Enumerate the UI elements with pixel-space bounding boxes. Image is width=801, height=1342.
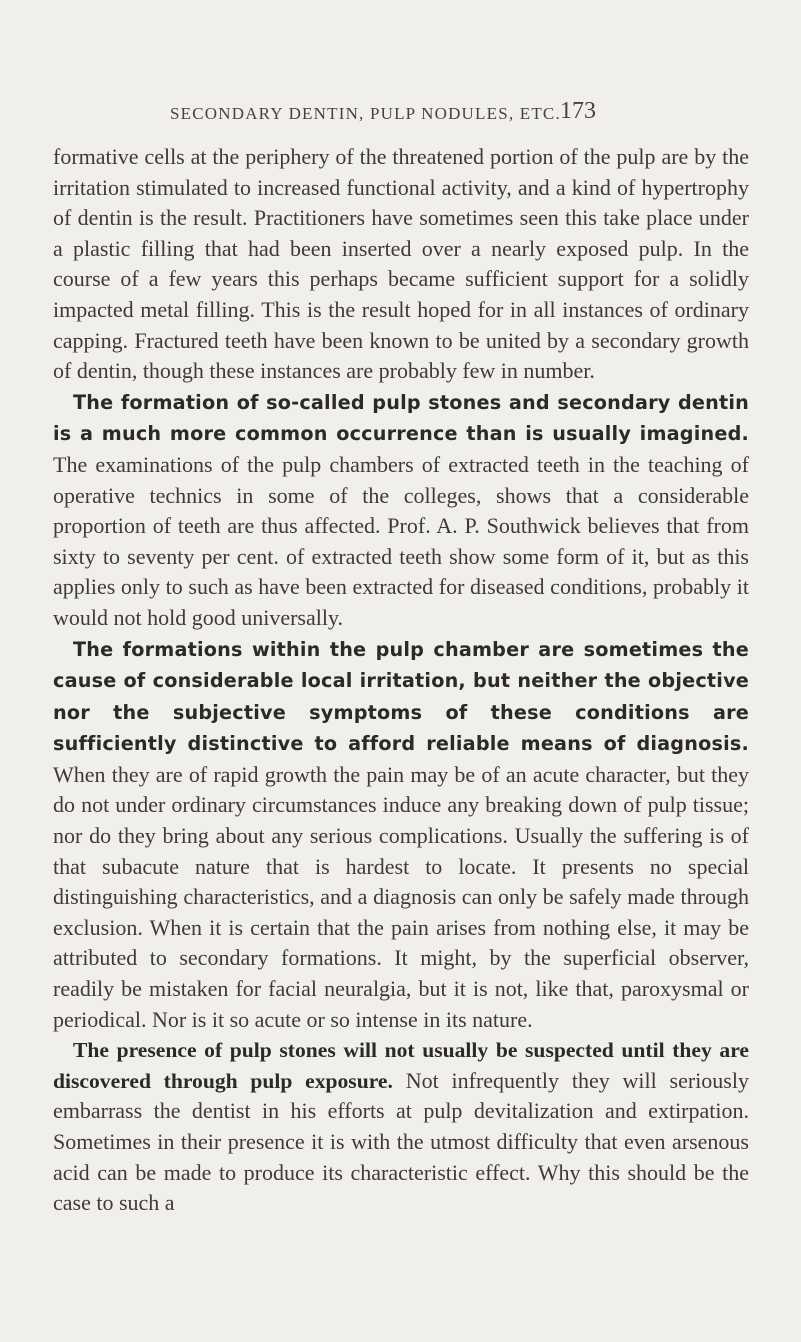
text-body	[53, 142, 749, 1219]
paragraph-lead-bold: The presence of pulp stones will not usually be suspected until they are discovered through pulp exposure.	[53, 1038, 749, 1093]
paragraph-text: The examinations of the pulp chambers of extracted teeth in the teaching of operative technics in some of the colleges, shows that a considerable proportion of teeth are thus affected. Prof. A. P. Southwick believes that from sixty to seventy per cent. of extracted teeth show some form of it, but as this applies only to such as have been extracted for diseased conditions, probably it would not hold good universally.	[53, 451, 749, 630]
paragraph-pulp-stones-frequency	[53, 387, 749, 634]
paragraph-continuation	[53, 142, 749, 387]
running-head	[170, 98, 770, 140]
paragraph-irritation-diagnosis	[53, 634, 749, 1036]
paragraph-pulp-exposure	[53, 1035, 749, 1219]
paragraph-text: Not infrequently they will seriously embarrass the dentist in his efforts at pulp devitalization and extirpation. Sometimes in their presence it is with the utmost difficulty that even arsenous acid can be made to produce its characteristic effect. Why this should be the case to such a	[53, 1067, 749, 1216]
page-number: 173	[560, 98, 596, 124]
running-title: SECONDARY DENTIN, PULP NODULES, ETC.	[170, 104, 561, 123]
paragraph-text: When they are of rapid growth the pain may be of an acute character, but they do not under ordinary circumstances induce any breaking down of pulp tissue; nor do they bring about any serious complications. Usually the suffering is of that subacute nature that is hardest to locate. It presents no special distinguishing characteristics, and a diagnosis can only be safely made through exclusion. When it is certain that the pain arises from nothing else, it may be attributed to secondary formations. It might, by the superficial observer, readily be mistaken for facial neuralgia, but it is not, like that, paroxysmal or periodical. Nor is it so acute or so intense in its nature.	[53, 761, 749, 1032]
paragraph-lead-bold: The formations within the pulp chamber are sometimes the cause of considerable local irritation, but neither the objective nor the subjective symptoms of these conditions are sufficiently distinctive to afford reliable means of diagnosis.	[53, 637, 749, 756]
paragraph-text: formative cells at the periphery of the threatened portion of the pulp are by the irritation stimulated to increased functional activity, and a kind of hypertrophy of dentin is the result. Practitioners have sometimes seen this take place under a plastic filling that had been inserted over a nearly exposed pulp. In the course of a few years this perhaps became sufficient support for a solidly impacted metal filling. This is the result hoped for in all instances of ordinary capping. Fractured teeth have been known to be united by a secondary growth of dentin, though these instances are probably few in number.	[53, 144, 749, 384]
paragraph-lead-bold: The formation of so-called pulp stones and secondary dentin is a much more common occurrence than is usually imagined.	[53, 390, 749, 446]
